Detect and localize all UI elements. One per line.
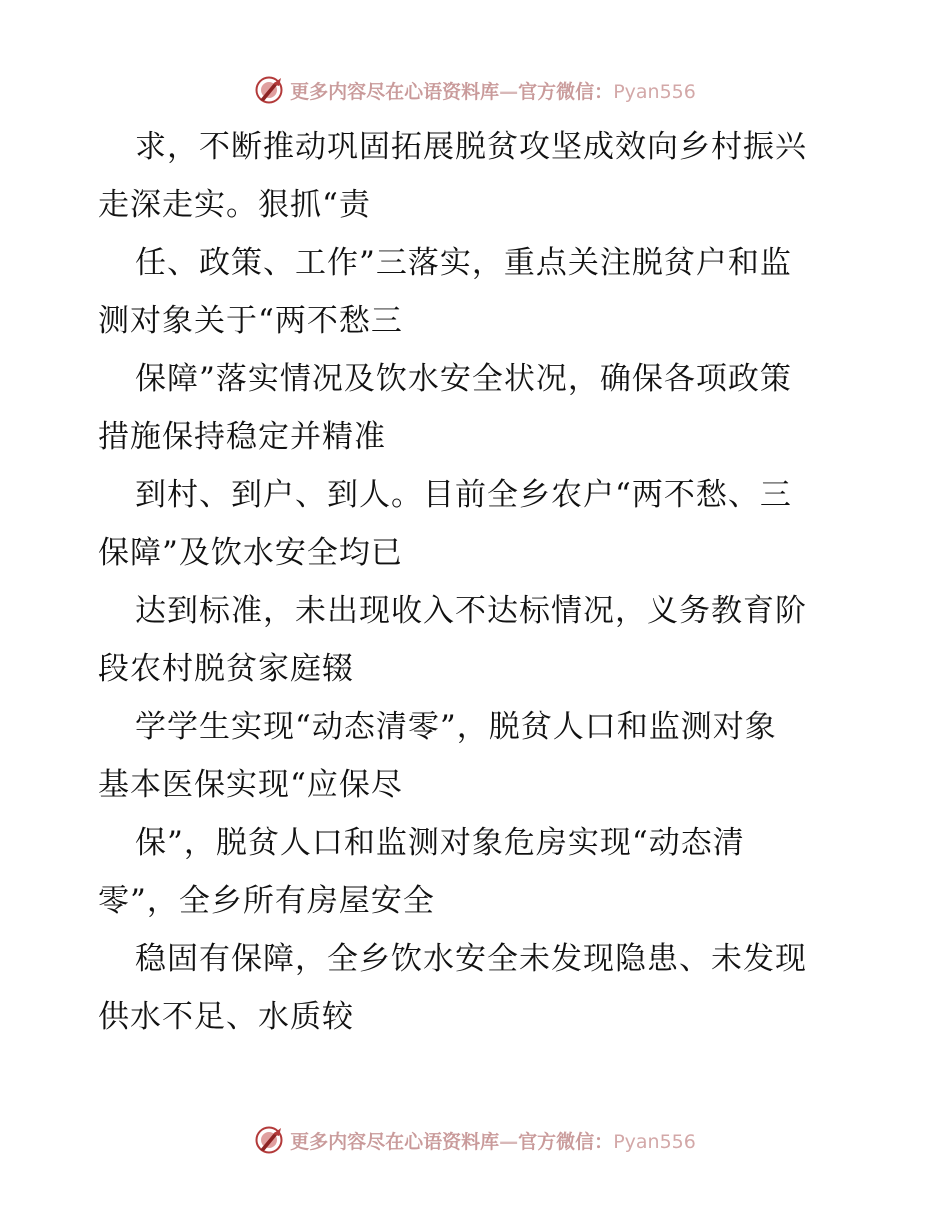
header-separator: — — [499, 80, 519, 103]
header-wechat-label: 官方微信： — [518, 80, 614, 103]
header-banner — [0, 70, 950, 110]
body-line: 段农村脱贫家庭辍 — [98, 651, 354, 687]
footer-site-text: 更多内容尽在心语资料库 — [290, 1130, 500, 1153]
body-line: 基本医保实现“应保尽 — [98, 767, 403, 803]
body-line: 保障”及饮水安全均已 — [98, 535, 403, 571]
body-line: 求，不断推动巩固拓展脱贫攻坚成效向乡村振兴 — [135, 129, 807, 165]
document-body — [98, 118, 858, 1046]
body-line: 保”，脱贫人口和监测对象危房实现“动态清 — [135, 825, 745, 861]
quill-logo-icon — [254, 75, 284, 105]
body-line: 保障”落实情况及饮水安全状况，确保各项政策 — [135, 361, 792, 397]
header-banner-text — [290, 77, 696, 104]
body-line: 任、政策、工作”三落实，重点关注脱贫户和监 — [135, 245, 792, 281]
header-site-text: 更多内容尽在心语资料库 — [290, 80, 500, 103]
body-line: 零”，全乡所有房屋安全 — [98, 883, 435, 919]
footer-banner — [0, 1120, 950, 1160]
body-line: 供水不足、水质较 — [98, 999, 354, 1035]
body-line: 措施保持稳定并精准 — [98, 419, 386, 455]
body-line: 测对象关于“两不愁三 — [98, 303, 403, 339]
header-wechat-id: Pyan556 — [613, 80, 696, 103]
footer-wechat-label: 官方微信： — [518, 1130, 614, 1153]
body-line: 学学生实现“动态清零”，脱贫人口和监测对象 — [135, 709, 777, 745]
body-line: 走深走实。狠抓“责 — [98, 187, 371, 223]
footer-separator: — — [499, 1130, 519, 1153]
body-line: 稳固有保障，全乡饮水安全未发现隐患、未发现 — [135, 941, 807, 977]
quill-logo-icon — [254, 1125, 284, 1155]
footer-banner-text — [290, 1127, 696, 1154]
body-line: 达到标准，未出现收入不达标情况，义务教育阶 — [135, 593, 807, 629]
footer-wechat-id: Pyan556 — [613, 1130, 696, 1153]
body-line: 到村、到户、到人。目前全乡农户“两不愁、三 — [135, 477, 792, 513]
